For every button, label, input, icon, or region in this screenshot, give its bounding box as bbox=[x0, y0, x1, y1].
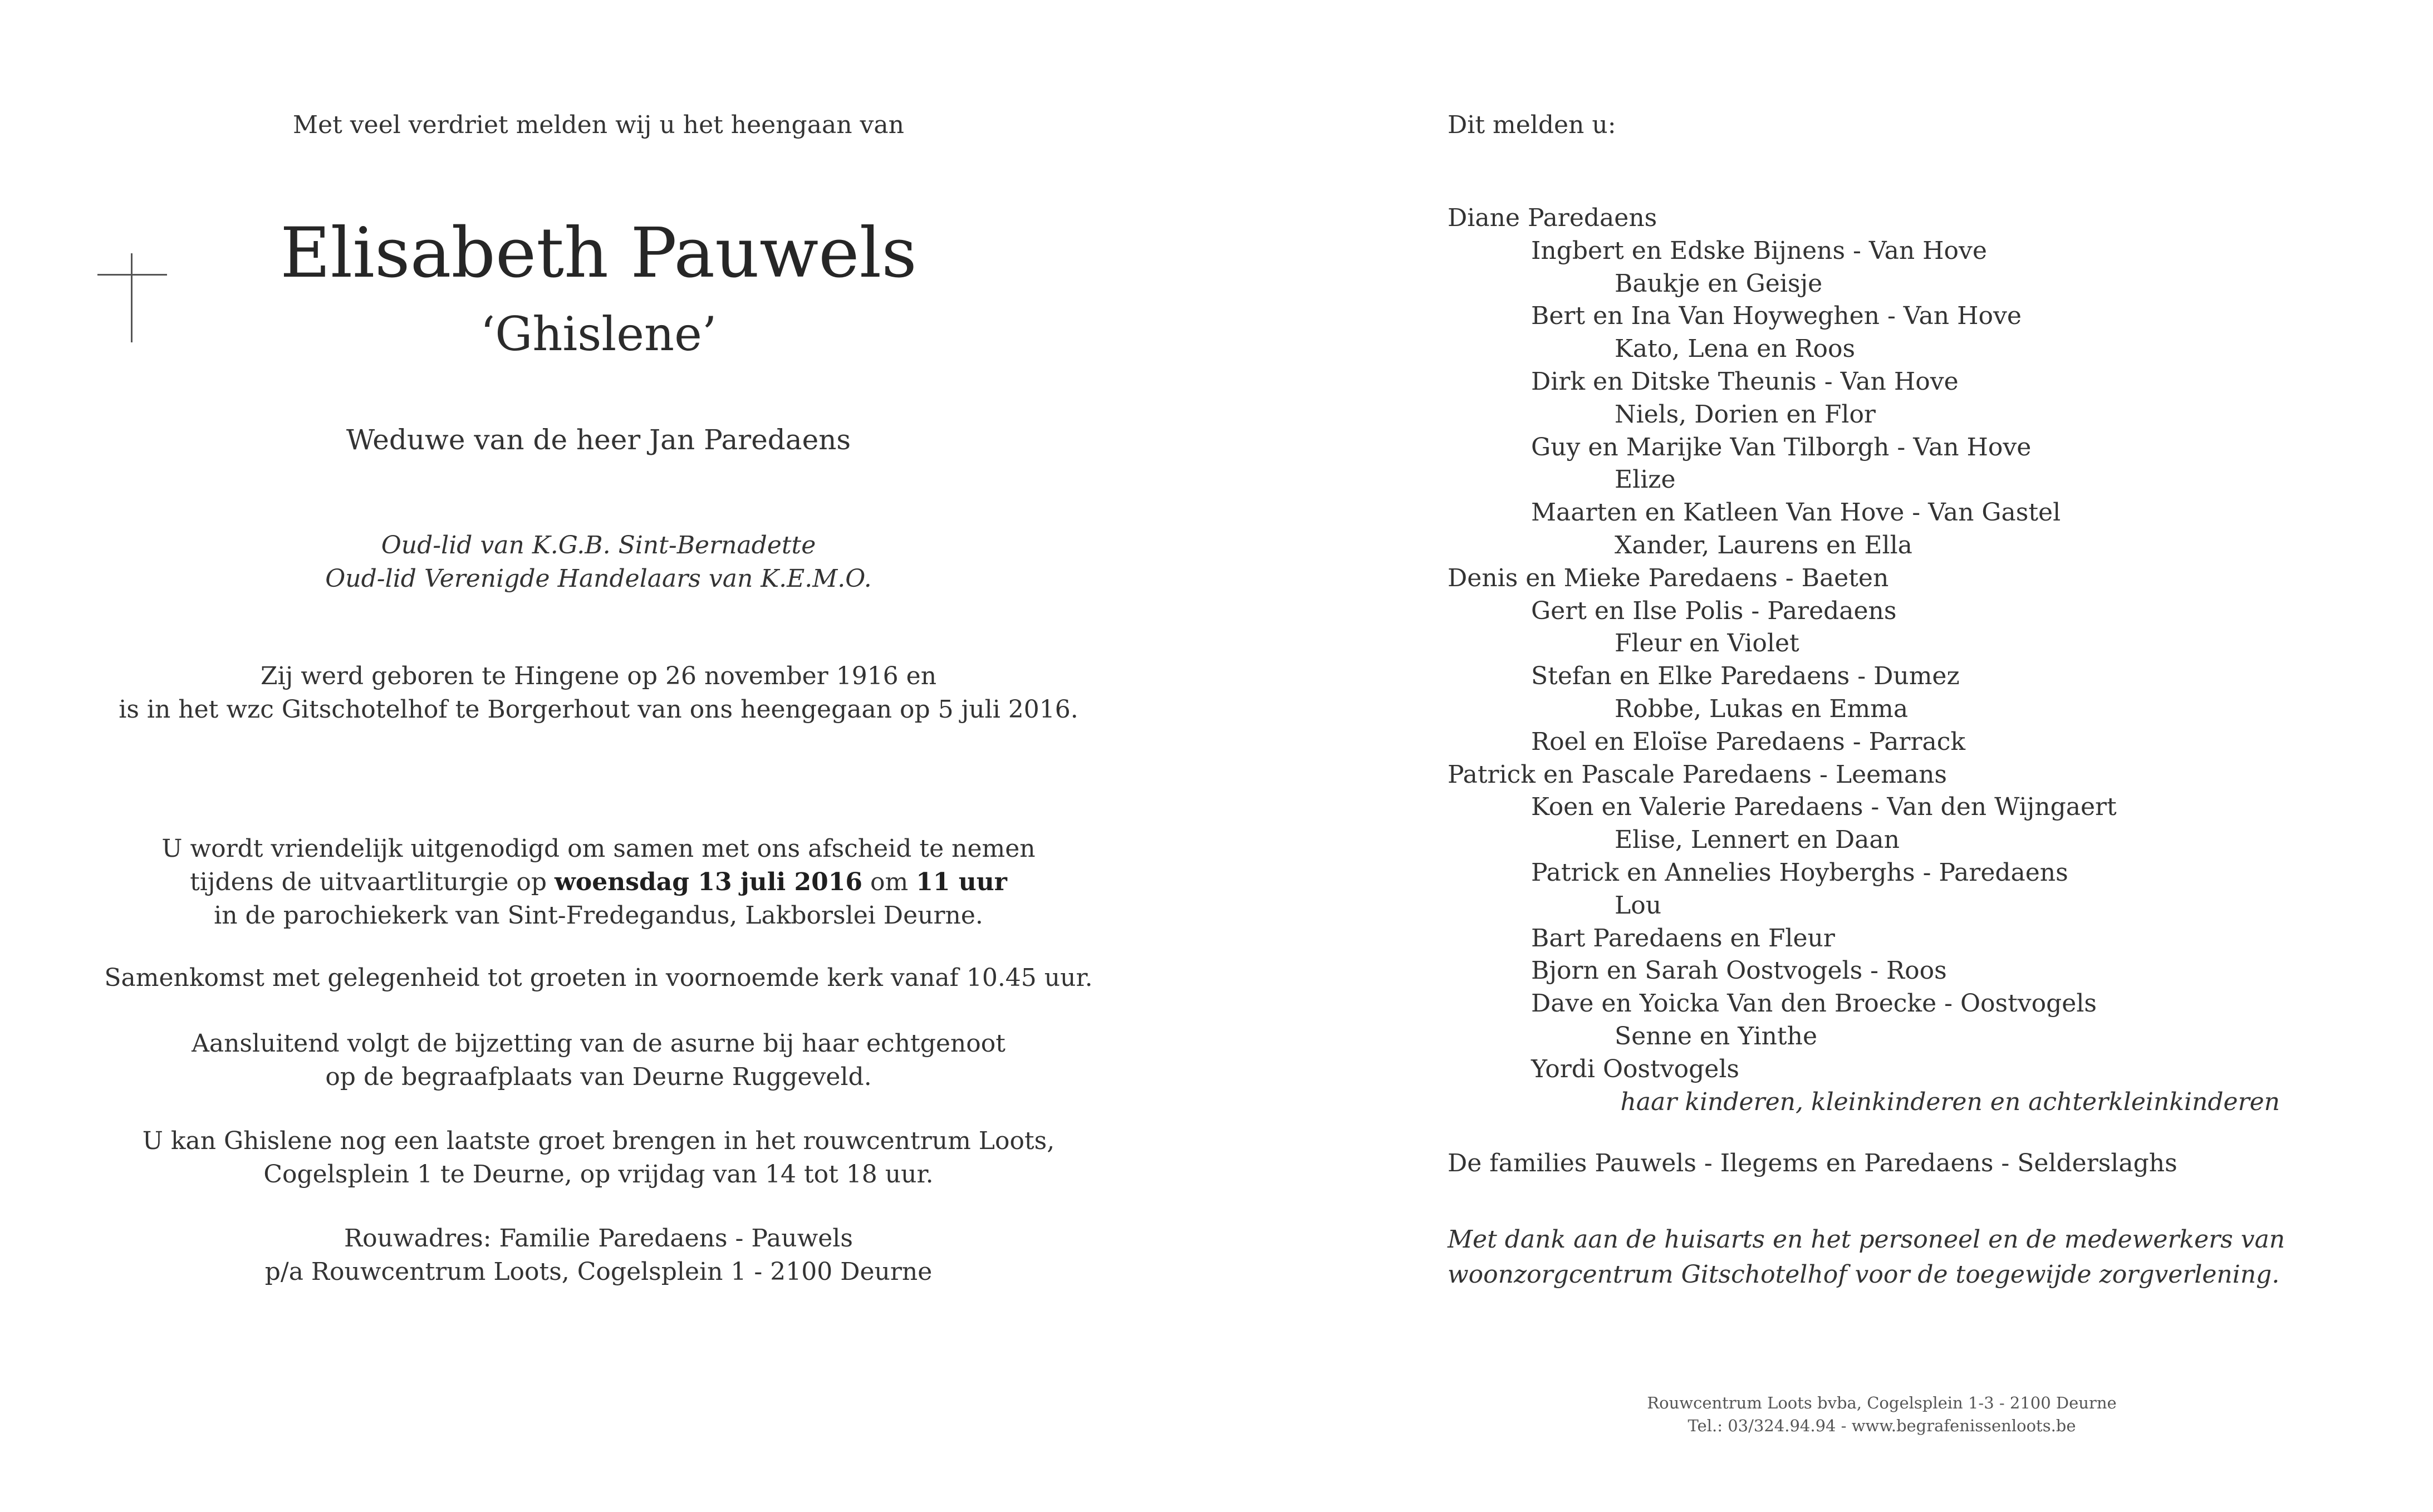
memberships bbox=[0, 529, 1197, 596]
footer-contact: Tel.: 03/324.94.94 - www.begrafenissenloots.be bbox=[1688, 1416, 2076, 1435]
deceased-name: Elisabeth Pauwels bbox=[280, 213, 917, 293]
family-member-row: Yordi Oostvogels bbox=[1531, 1054, 1739, 1083]
invite-line-3: in de parochiekerk van Sint-Fredegandus, Lakborslei Deurne. bbox=[214, 901, 983, 930]
thanks-text: Met dank aan de huisarts en het personeel en de medewerkers van woonzorgcentrum Gitschotelhof voor de toegewijde zorgverlening. bbox=[1448, 1225, 2285, 1289]
family-heading: Dit melden u: bbox=[1448, 111, 1616, 139]
mourning-address: Rouwadres: Familie Paredaens - Pauwels p/a Rouwcentrum Loots, Cogelsplein 1 - 2100 Deurne bbox=[264, 1224, 933, 1286]
birth-line: Zij werd geboren te Hingene op 26 november 1916 en bbox=[260, 662, 937, 690]
family-member-row: Guy en Marijke Van Tilborgh - Van Hove bbox=[1531, 433, 2032, 462]
meeting-text: Samenkomst met gelegenheid tot groeten in voornoemde kerk vanaf 10.45 uur. bbox=[104, 964, 1093, 992]
membership-line: Oud-lid Verenigde Handelaars van K.E.M.O. bbox=[325, 564, 872, 593]
family-member-row: Koen en Valerie Paredaens - Van den Wijngaert bbox=[1531, 793, 2117, 822]
family-signature: haar kinderen, kleinkinderen en achterkleinkinderen bbox=[1620, 1087, 2280, 1116]
family-member-row: Patrick en Pascale Paredaens - Leemans bbox=[1448, 760, 1948, 789]
death-line: is in het wzc Gitschotelhof te Borgerhout van ons heengegaan op 5 juli 2016. bbox=[119, 695, 1078, 724]
family-member-row: Elise, Lennert en Daan bbox=[1615, 826, 1900, 855]
funeral-invitation bbox=[0, 832, 1197, 932]
family-member-row: Senne en Yinthe bbox=[1615, 1022, 1817, 1050]
funeral-time: 11 uur bbox=[916, 868, 1007, 896]
funeral-date: woensdag 13 juli 2016 bbox=[555, 868, 863, 896]
family-member-row: Dave en Yoicka Van den Broecke - Oostvogels bbox=[1531, 989, 2097, 1018]
family-member-row: Baukje en Geisje bbox=[1615, 269, 1823, 298]
deceased-nickname: ‘Ghislene’ bbox=[480, 307, 717, 361]
intro-text: Met veel verdriet melden wij u het heengaan van bbox=[293, 111, 904, 139]
invite-line-1: U wordt vriendelijk uitgenodigd om samen met ons afscheid te nemen bbox=[161, 834, 1036, 863]
extended-families: De families Pauwels - Ilegems en Paredaens - Selderslaghs bbox=[1448, 1149, 2177, 1177]
family-member-row: Denis en Mieke Paredaens - Baeten bbox=[1448, 563, 1889, 592]
widow-of-text: Weduwe van de heer Jan Paredaens bbox=[346, 424, 851, 456]
family-member-row: Gert en Ilse Polis - Paredaens bbox=[1531, 596, 1897, 625]
family-member-row: Diane Paredaens bbox=[1448, 204, 1657, 232]
family-member-row: Bjorn en Sarah Oostvogels - Roos bbox=[1531, 956, 1947, 985]
funeral-home-footer bbox=[1448, 1392, 2316, 1437]
family-member-row: Bert en Ina Van Hoyweghen - Van Hove bbox=[1531, 302, 2022, 331]
family-member-row: Elize bbox=[1615, 465, 1676, 494]
family-member-row: Xander, Laurens en Ella bbox=[1615, 531, 1912, 559]
footer-address: Rouwcentrum Loots bvba, Cogelsplein 1-3 - 2100 Deurne bbox=[1647, 1393, 2117, 1412]
family-member-row: Dirk en Ditske Theunis - Van Hove bbox=[1531, 367, 1959, 396]
family-member-row: Lou bbox=[1615, 891, 1662, 920]
family-member-row: Bart Paredaens en Fleur bbox=[1531, 924, 1835, 953]
family-member-row: Robbe, Lukas en Emma bbox=[1615, 694, 1909, 723]
family-member-row: Fleur en Violet bbox=[1615, 629, 1799, 658]
birth-death-text bbox=[0, 660, 1197, 726]
visit-text: U kan Ghislene nog een laatste groet brengen in het rouwcentrum Loots, Cogelsplein 1 te Deurne, op vrijdag van 14 tot 18 uur. bbox=[142, 1127, 1055, 1189]
membership-line: Oud-lid van K.G.B. Sint-Bernadette bbox=[381, 531, 816, 559]
family-member-row: Niels, Dorien en Flor bbox=[1615, 400, 1876, 429]
family-list bbox=[1448, 202, 2280, 1118]
family-member-row: Roel en Eloïse Paredaens - Parrack bbox=[1531, 727, 1966, 756]
family-member-row: Kato, Lena en Roos bbox=[1615, 335, 1856, 364]
family-member-row: Ingbert en Edske Bijnens - Van Hove bbox=[1531, 236, 1987, 265]
invite-line-2: tijdens de uitvaartliturgie op woensdag 13 juli 2016 om 11 uur bbox=[190, 868, 1007, 896]
family-member-row: Stefan en Elke Paredaens - Dumez bbox=[1531, 662, 1960, 691]
family-member-row: Maarten en Katleen Van Hove - Van Gastel bbox=[1531, 498, 2061, 527]
burial-text: Aansluitend volgt de bijzetting van de asurne bij haar echtgenoot op de begraafplaats van Deurne Ruggeveld. bbox=[192, 1029, 1005, 1091]
family-member-row: Patrick en Annelies Hoyberghs - Paredaens bbox=[1531, 858, 2068, 887]
